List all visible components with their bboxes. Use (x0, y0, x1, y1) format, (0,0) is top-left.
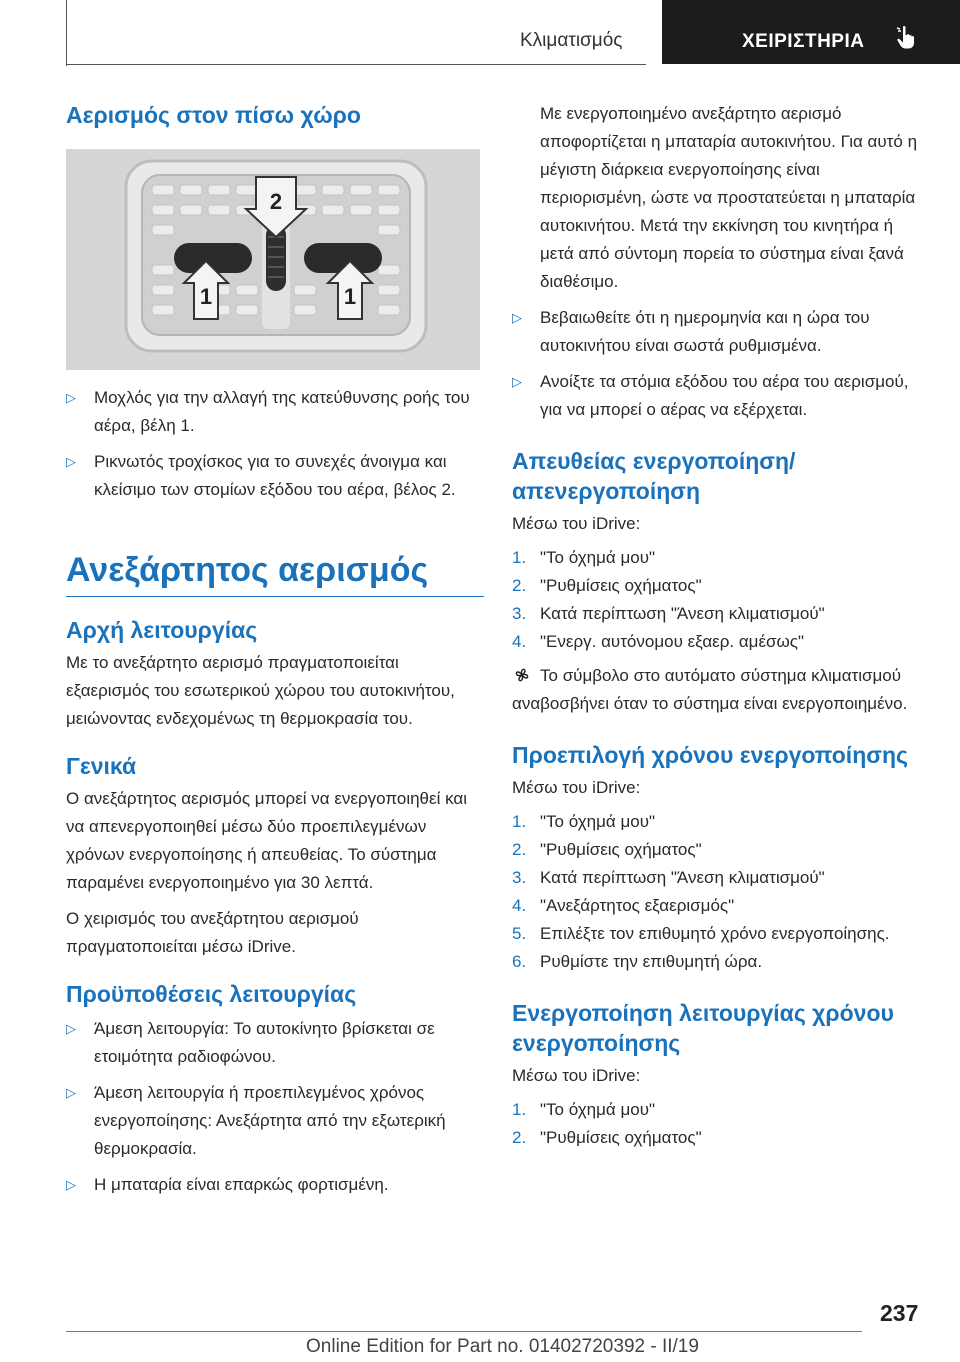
triangle-bullet-icon: ▷ (66, 1085, 76, 1100)
section-title-requirements: Προϋποθέσεις λειτουργίας (66, 981, 357, 1007)
hand-pointer-icon (894, 24, 920, 50)
section-title-activate: Ενεργοποίηση λειτουργίας χρόνου ενεργοποίησης (512, 1000, 894, 1056)
list-item: ▷ Η μπαταρία είναι επαρκώς φορτισμένη. (66, 1171, 484, 1199)
arrow-label-1b: 1 (343, 284, 357, 309)
chapter-title: Ανεξάρτητος αερισμός (66, 550, 484, 597)
page-number: 237 (880, 1300, 919, 1326)
section-title-direct: Απευθείας ενεργοποίηση/ απενεργοποίηση (512, 448, 796, 504)
step-item: 1. "Το όχημά μου" (512, 812, 656, 831)
header-section-title: Κλιματισμός (520, 30, 623, 51)
step-item: 4. "Ενεργ. αυτόνομου εξαερ. αμέσως" (512, 632, 805, 651)
right-column (512, 100, 930, 1152)
arrow-label-1: 1 (199, 284, 213, 309)
via-idrive-text: Μέσω του iDrive: (512, 778, 641, 797)
general-text-2: Ο χειρισμός του ανεξάρτητου αερισμού πραγματοποιείται μέσω iDrive. (66, 909, 359, 956)
via-idrive-text: Μέσω του iDrive: (512, 1066, 641, 1085)
step-item: 3. Κατά περίπτωση "Άνεση κλιματισμού" (512, 604, 825, 623)
header-rule-vertical (66, 0, 67, 66)
section-title-principle: Αρχή λειτουργίας (66, 617, 258, 643)
list-item: ▷ Ρικνωτός τροχίσκος για το συνεχές άνοιγμα και κλείσιμο των στομίων εξόδου του αέρα, βέλος 2. (66, 448, 484, 504)
principle-text: Με το ανεξάρτητο αερισμό πραγματοποιείται εξαερισμός του εσωτερικού χώρου του αυτοκινήτου, μειώνοντας ενδεχομένως τη θερμοκρασία του. (66, 653, 455, 728)
triangle-bullet-icon: ▷ (66, 1177, 76, 1192)
triangle-bullet-icon: ▷ (66, 390, 76, 405)
step-item: 5. Επιλέξτε τον επιθυμητό χρόνο ενεργοποίησης. (512, 924, 890, 943)
fan-note: Το σύμβολο στο αυτόματο σύστημα κλιματισμού αναβοσβήνει όταν το σύστημα είναι ενεργοποιημένο. (512, 666, 908, 713)
step-item: 2. "Ρυθμίσεις οχήματος" (512, 576, 702, 595)
step-item: 3. Κατά περίπτωση "Άνεση κλιματισμού" (512, 868, 825, 887)
vent-illustration-graphic (66, 149, 480, 370)
list-item: ▷ Μοχλός για την αλλαγή της κατεύθυνσης ροής του αέρα, βέλη 1. (66, 384, 484, 440)
section-title-general: Γενικά (66, 753, 137, 779)
triangle-bullet-icon: ▷ (512, 310, 522, 325)
header-tab (662, 0, 960, 64)
general-text-1: Ο ανεξάρτητος αερισμός μπορεί να ενεργοποιηθεί και να απενεργοποιηθεί μέσω δύο προεπιλεγμένων χρόνων ενεργοποίησης ή απευθείας. Το σύστημα παραμένει ενεργοποιημένο για 30 λεπτά. (66, 789, 467, 892)
header-tab-label: ΧΕΙΡΙΣΤΗΡΙΑ (742, 31, 865, 52)
footer-rule (66, 1331, 862, 1332)
step-item: 6. Ρυθμίστε την επιθυμητή ώρα. (512, 952, 763, 971)
via-idrive-text: Μέσω του iDrive: (512, 514, 641, 533)
triangle-bullet-icon: ▷ (66, 454, 76, 469)
list-item: ▷ Βεβαιωθείτε ότι η ημερομηνία και η ώρα του αυτοκινήτου είναι σωστά ρυθμισμένα. (512, 304, 930, 360)
header-rule (66, 64, 646, 65)
fan-icon (512, 667, 532, 683)
left-column (66, 100, 484, 1199)
step-item: 2. "Ρυθμίσεις οχήματος" (512, 1128, 702, 1147)
step-item: 2. "Ρυθμίσεις οχήματος" (512, 840, 702, 859)
section-title-preset: Προεπιλογή χρόνου ενεργοποίησης (512, 742, 908, 768)
rear-vent-illustration (66, 149, 480, 370)
list-item: ▷ Άμεση λειτουργία ή προεπιλεγμένος χρόνος ενεργοποίησης: Ανεξάρτητα από την εξωτερική θερμοκρασία. (66, 1079, 484, 1163)
triangle-bullet-icon: ▷ (66, 1021, 76, 1036)
section-title-rear-ventilation: Αερισμός στον πίσω χώρο (66, 102, 361, 128)
footer-edition: Online Edition for Part no. 01402720392 - II/19 (306, 1336, 699, 1357)
list-item: ▷ Ανοίξτε τα στόμια εξόδου του αέρα του αερισμού, για να μπορεί ο αέρας να εξέρχεται. (512, 368, 930, 424)
list-item: ▷ Άμεση λειτουργία: Το αυτοκίνητο βρίσκεται σε ετοιμότητα ραδιοφώνου. (66, 1015, 484, 1071)
step-item: 1. "Το όχημά μου" (512, 548, 656, 567)
step-item: 4. "Ανεξάρτητος εξαερισμός" (512, 896, 735, 915)
triangle-bullet-icon: ▷ (512, 374, 522, 389)
step-item: 1. "Το όχημά μου" (512, 1100, 656, 1119)
battery-text: Με ενεργοποιημένο ανεξάρτητο αερισμό αποφορτίζεται η μπαταρία αυτοκινήτου. Για αυτό η μέγιστη διάρκεια ενεργοποίησης είναι περιορισμένη, ώστε να προστατεύεται η μπαταρία αυτοκινήτου. Μετά την εκκίνηση του κινητήρα ή μετά από σύντομη πορεία το σύστημα είναι ξανά διαθέσιμο. (540, 104, 918, 291)
arrow-label-2: 2 (269, 189, 283, 214)
